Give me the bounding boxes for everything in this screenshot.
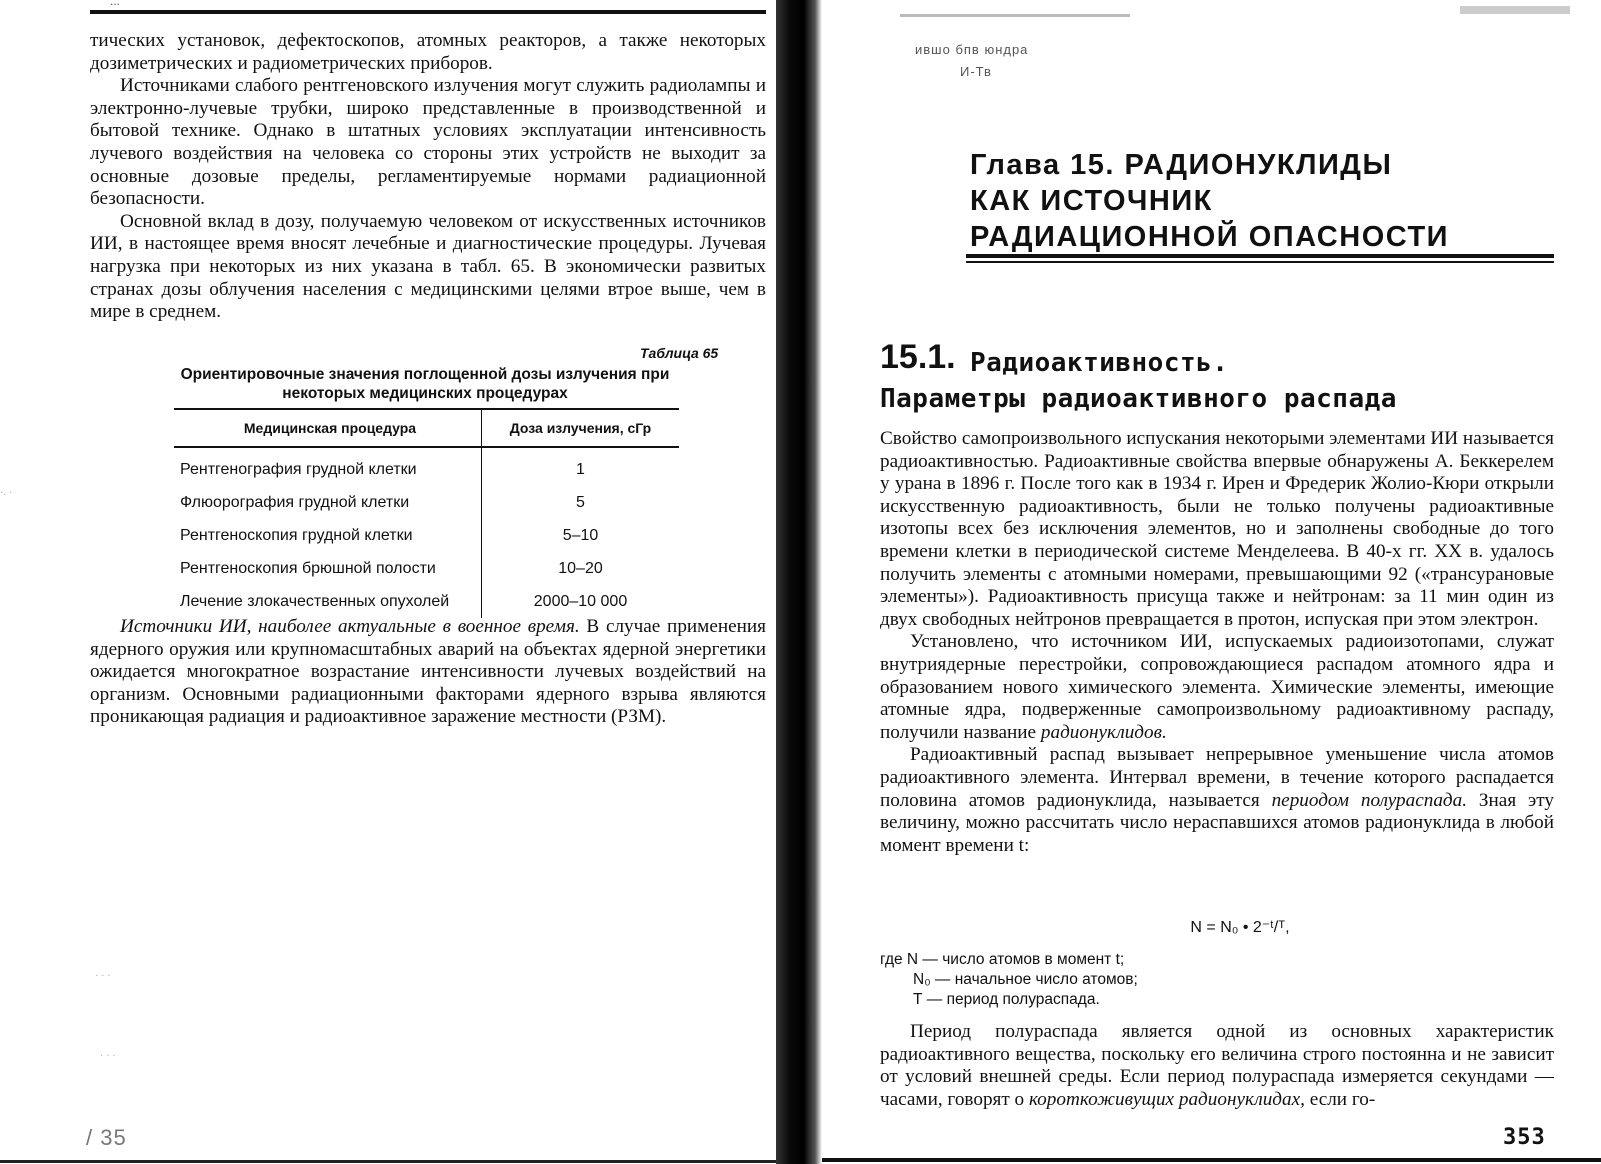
table-row xyxy=(174,552,679,585)
section-title-line: Радиоактивность. xyxy=(970,348,1229,378)
table-title: Ориентировочные значения поглощенной дозы излучения при некоторых медицинских процедурах xyxy=(180,366,670,402)
page-number-right: 353 xyxy=(1503,1125,1546,1150)
formula-legend xyxy=(880,950,1138,1010)
table-row xyxy=(174,447,679,486)
scan-noise: · · · xyxy=(100,1050,116,1061)
paragraph-body: В случае применения ядерного оружия или крупномасштабных аварий на объектах ядерной энергетики ожидается многократное возрастание интенсивности лучевых воздействий на организм. Основными радиационными факторами ядерного взрыва являются проникающая радиация и радиоактивное заражение местности (РЗМ). xyxy=(90,616,766,728)
decay-formula: N = N₀ • 2⁻ᵗ/ᵀ, xyxy=(1190,919,1290,936)
paragraph-body: Радиоактивный распад вызывает непрерывное уменьшение числа атомов радиоактивного элемента. Интервал времени, в течение которого распадается половина атомов радионуклида, называется xyxy=(880,744,1554,811)
term: радионуклидов. xyxy=(1040,721,1167,743)
paragraph xyxy=(90,616,766,729)
paragraph: Свойство самопроизвольного испускания некоторыми элементами ИИ называется радиоактивностью. Радиоактивные свойства впервые обнаружены А. Беккерелем у урана в 1896 г. После того как в 1934 г. Ирен и Фредерик Жолио-Кюри открыли искусственную радиоактивность, были не только получены радиоактивные изотопы всех без исключения элементов, но и заполнены свободные до того времени клетки в периодической системе Менделеева. В 40-х гг. XX в. удалось получить элементы с атомными номерами, превышающими 92 («трансурановые элементы»). Радиоактивность присуща также и нейтронам: за 11 мин один из двух свободных нейтронов превращается в протон, испуская при этом электрон. xyxy=(880,428,1554,630)
page-number-left: / 35 xyxy=(86,1125,127,1150)
table-row xyxy=(174,519,679,552)
dose-cell: 5–10 xyxy=(482,519,680,552)
scan-smudge xyxy=(1460,6,1570,14)
right-text-block xyxy=(880,428,1554,857)
legend-line: Т — период полураспада. xyxy=(913,991,1100,1008)
procedure-cell: Флюорография грудной клетки xyxy=(180,493,410,511)
faded-header-text: ившо бпв юндра xyxy=(915,42,1029,57)
table-header-row xyxy=(174,409,679,447)
term: короткоживущих радионуклидах, xyxy=(1028,1088,1305,1110)
paragraph-body: Зная эту величину, можно рассчитать число нераспавшихся атомов радионуклида в любой момент времени t: xyxy=(880,789,1555,856)
dose-cell: 5 xyxy=(482,486,680,519)
section-number: 15.1. xyxy=(880,338,956,376)
chapter-rule xyxy=(966,261,1554,263)
chapter-rule xyxy=(966,254,1554,258)
chapter-title-line: РАДИАЦИОННОЙ ОПАСНОСТИ xyxy=(970,221,1450,253)
bottom-rule xyxy=(0,1160,776,1163)
scan-noise: ·. · xyxy=(0,487,13,498)
column-header: Медицинская процедура xyxy=(174,409,482,447)
paragraph xyxy=(880,631,1554,744)
top-rule xyxy=(90,10,766,14)
scan-smudge xyxy=(900,14,1130,17)
chapter-title-line: КАК ИСТОЧНИК xyxy=(970,185,1213,217)
faded-header-text: И-Тв xyxy=(960,64,992,79)
term: периодом полураспада. xyxy=(1271,789,1468,811)
procedure-cell: Рентгенография грудной клетки xyxy=(180,460,417,478)
chapter-title-line: Глава 15. РАДИОНУКЛИДЫ xyxy=(970,149,1393,181)
left-text-block xyxy=(90,30,766,324)
paragraph-body: Период полураспада является одной из основных характеристик радиоактивного вещества, поскольку его величина строго постоянна и не зависит от условий внешней среды. Если период полураспада измеряется секундами — часами, говорят о xyxy=(880,1021,1554,1110)
dose-cell: 1 xyxy=(482,447,680,486)
paragraph-body: если го- xyxy=(1304,1088,1376,1110)
paragraph: тических установок, дефектоскопов, атомных реакторов, а также некоторых дозиметрических и радиометрических приборов. xyxy=(90,30,766,74)
book-spine-shadow xyxy=(776,0,822,1164)
paragraph-body: Установлено, что источником ИИ, испускаемых радиоизотопами, служат внутриядерные перестройки, сопровождающиеся распадом атомного ядра и образованием нового химического элемента. Химические элементы, имеющие атомные ядра, подверженные самопроизвольному радиоактивному распаду, получили название xyxy=(880,631,1554,743)
paragraph xyxy=(880,1021,1554,1111)
paragraph: Источниками слабого рентгеновского излучения могут служить радиолампы и электронно-лучевые трубки, широко представленные в производственной и бытовой технике. Однако в штатных условиях эксплуатации интенсивность лучевого воздействия на человека со стороны этих устройств не выходит за основные дозовые пределы, регламентируемые нормами радиационной безопасности. xyxy=(90,75,766,210)
paragraph xyxy=(880,744,1554,857)
procedure-cell: Рентгеноскопия грудной клетки xyxy=(180,526,413,544)
italic-lead: Источники ИИ, наиболее актуальные в военное время. xyxy=(120,616,580,637)
bottom-rule xyxy=(822,1158,1601,1162)
section-title xyxy=(880,345,1560,417)
dose-table xyxy=(174,408,679,618)
legend-line: где N — число атомов в момент t; xyxy=(880,951,1125,968)
procedure-cell: Лечение злокачественных опухолей xyxy=(180,592,450,610)
legend-line: N₀ — начальное число атомов; xyxy=(913,971,1138,988)
paragraph: Основной вклад в дозу, получаемую человеком от искусственных источников ИИ, в настоящее время вносят лечебные и диагностические процедуры. Лучевая нагрузка при некоторых из них указана в табл. 65. В экономически развитых странах дозы облучения населения с медицинскими целями втрое выше, чем в мире в среднем. xyxy=(90,210,766,323)
table-row xyxy=(174,486,679,519)
table-row xyxy=(174,585,679,618)
table-caption: Таблица 65 xyxy=(640,345,719,361)
dose-cell: 2000–10 000 xyxy=(482,585,680,618)
section-title-line: Параметры радиоактивного распада xyxy=(880,384,1397,414)
running-header: ... xyxy=(110,0,121,8)
column-header: Доза излучения, сГр xyxy=(482,409,680,447)
war-sources-block xyxy=(90,616,766,729)
scan-noise: · · · xyxy=(95,970,111,981)
procedure-cell: Рентгеноскопия брюшной полости xyxy=(180,559,436,577)
half-life-block xyxy=(880,1021,1554,1111)
chapter-title xyxy=(970,147,1550,255)
dose-cell: 10–20 xyxy=(482,552,680,585)
